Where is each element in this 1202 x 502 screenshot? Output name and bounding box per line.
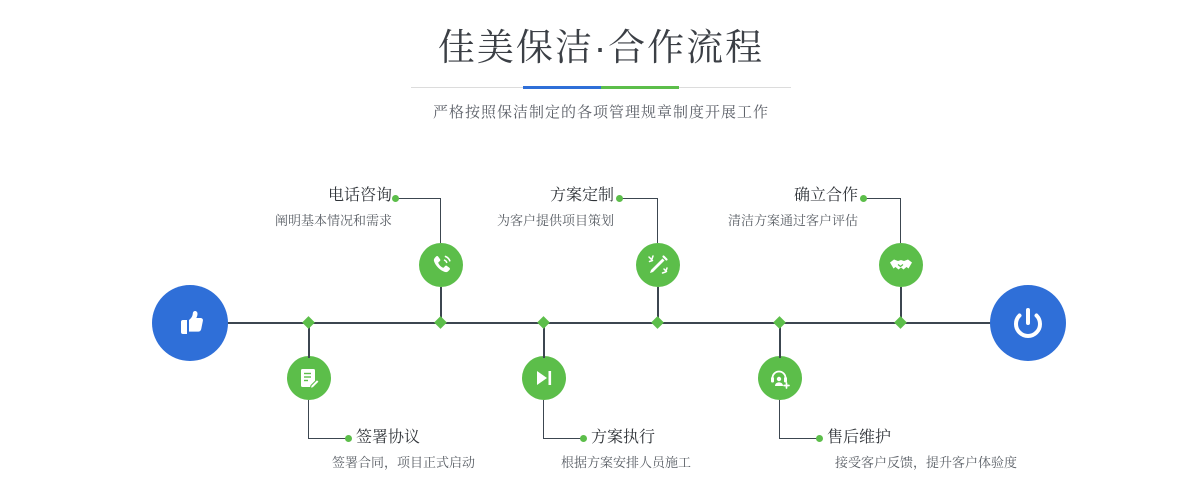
label-connector-vertical-6 (779, 400, 780, 438)
step-desc-4: 根据方案安排人员施工 (561, 455, 692, 470)
axis-marker-2 (302, 316, 315, 329)
label-connector-horizontal-5 (864, 198, 900, 199)
divider-green-segment (601, 86, 679, 89)
label-dot-1 (392, 195, 399, 202)
step-label-4 (561, 428, 692, 472)
step-title-6: 售后维护 (827, 429, 892, 446)
step-label-5 (700, 186, 858, 230)
label-dot-2 (345, 435, 352, 442)
step-title-5: 确立合作 (793, 187, 858, 204)
step-label-1 (254, 186, 392, 230)
step-desc-1: 阐明基本情况和需求 (274, 213, 392, 228)
label-connector-horizontal-3 (620, 198, 657, 199)
label-dot-3 (616, 195, 623, 202)
label-dot-4 (580, 435, 587, 442)
label-dot-6 (816, 435, 823, 442)
step-node-2[interactable] (287, 356, 331, 400)
page-title: 佳美保洁·合作流程 (437, 27, 765, 68)
contract-sign-icon (297, 366, 321, 390)
title-divider (411, 86, 791, 89)
step-title-1: 电话咨询 (327, 187, 392, 204)
divider-blue-segment (523, 86, 601, 89)
customer-service-icon (768, 366, 792, 390)
label-connector-horizontal-1 (396, 198, 440, 199)
timeline-start-badge (152, 285, 228, 361)
label-connector-vertical-2 (308, 400, 309, 438)
step-title-4: 方案执行 (591, 429, 656, 446)
step-node-6[interactable] (758, 356, 802, 400)
step-desc-6: 接受客户反馈，提升客户体验度 (835, 455, 1018, 470)
phone-call-icon (428, 252, 454, 278)
step-title-3: 方案定制 (549, 187, 614, 204)
header (0, 26, 1202, 122)
step-label-2 (332, 428, 476, 472)
step-node-5[interactable] (879, 243, 923, 287)
step-node-1[interactable] (419, 243, 463, 287)
label-connector-horizontal-2 (308, 438, 348, 439)
page-subtitle: 严格按照保洁制定的各项管理规章制度开展工作 (432, 104, 769, 121)
power-icon (1007, 302, 1049, 344)
execute-play-icon (532, 366, 556, 390)
step-desc-3: 为客户提供项目策划 (496, 213, 614, 228)
timeline-end-badge (990, 285, 1066, 361)
label-connector-horizontal-4 (543, 438, 583, 439)
axis-marker-3 (651, 316, 664, 329)
axis-marker-4 (537, 316, 550, 329)
step-title-2: 签署协议 (356, 429, 421, 446)
step-desc-2: 签署合同，项目正式启动 (332, 455, 476, 470)
step-node-3[interactable] (636, 243, 680, 287)
label-connector-vertical-4 (543, 400, 544, 438)
handshake-icon (888, 252, 914, 278)
label-connector-vertical-3 (657, 198, 658, 243)
thumbs-up-icon (170, 303, 210, 343)
step-node-4[interactable] (522, 356, 566, 400)
step-label-3 (462, 186, 614, 230)
label-connector-horizontal-6 (779, 438, 819, 439)
axis-marker-6 (773, 316, 786, 329)
label-dot-5 (860, 195, 867, 202)
label-connector-vertical-5 (900, 198, 901, 243)
step-desc-5: 清洁方案通过客户评估 (727, 213, 858, 228)
label-connector-vertical-1 (440, 198, 441, 243)
plan-pencil-icon (645, 252, 671, 278)
axis-marker-5 (894, 316, 907, 329)
axis-marker-1 (434, 316, 447, 329)
step-label-6 (827, 428, 1017, 472)
